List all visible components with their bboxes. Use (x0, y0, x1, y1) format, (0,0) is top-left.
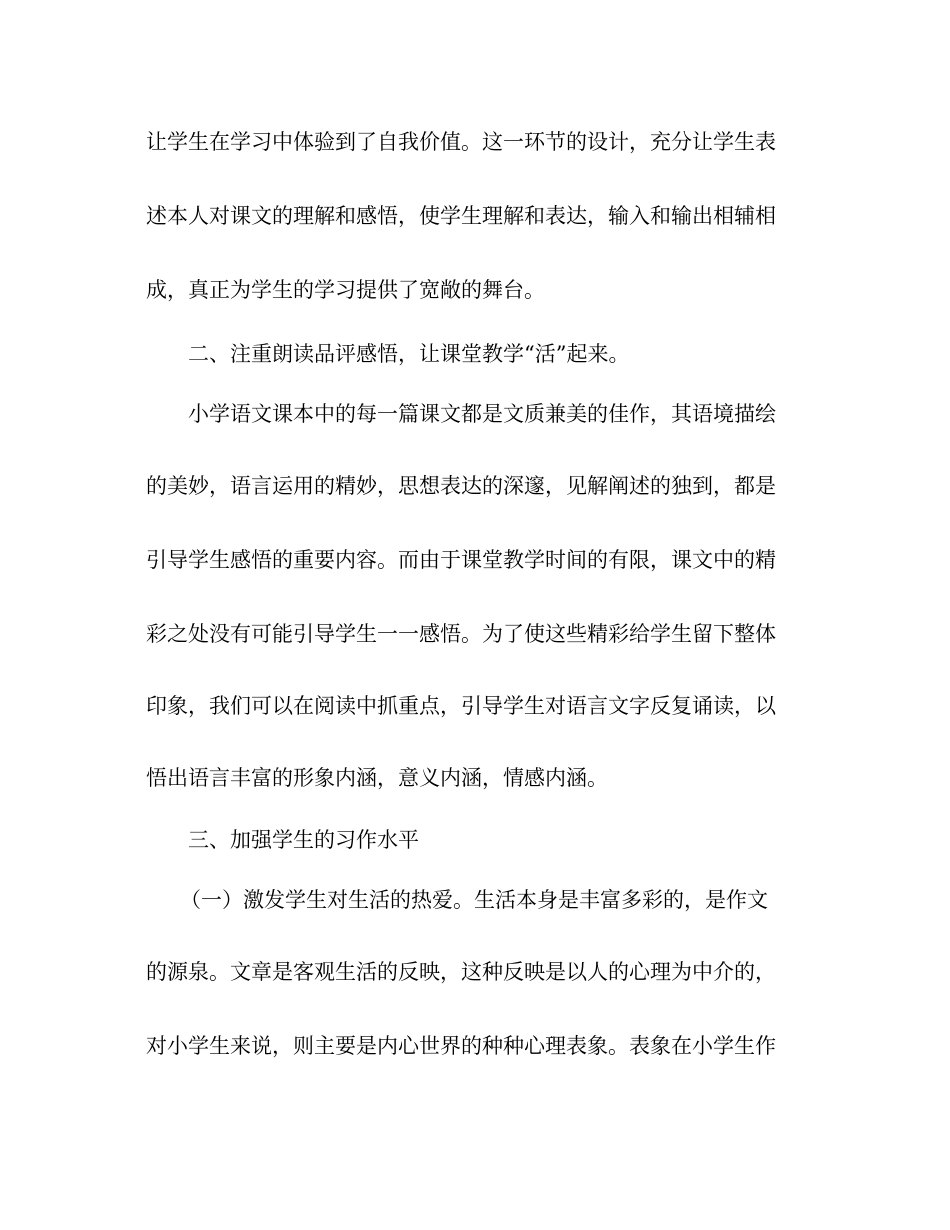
section-heading: 三、加强学生的习作水平 (188, 828, 419, 852)
body-text-line: 让学生在学习中体验到了自我价值。这一环节的设计，充分让学生表 (146, 130, 776, 154)
body-text-line: 印象，我们可以在阅读中抓重点，引导学生对语言文字反复诵读，以 (146, 694, 776, 718)
body-text-line: 的美妙，语言运用的精妙，思想表达的深邃，见解阐述的独到，都是 (146, 474, 776, 498)
body-text-line: 的源泉。文章是客观生活的反映，这种反映是以人的心理为中介的， (146, 960, 776, 984)
body-text-line: 对小学生来说，则主要是内心世界的种种心理表象。表象在小学生作 (146, 1034, 776, 1058)
body-text-line: 成，真正为学生的学习提供了宽敞的舞台。 (146, 278, 545, 302)
body-text-line: 述本人对课文的理解和感悟，使学生理解和表达，输入和输出相辅相 (146, 204, 776, 228)
body-text-line: 悟出语言丰富的形象内涵，意义内涵，情感内涵。 (146, 766, 608, 790)
body-text-line: 引导学生感悟的重要内容。而由于课堂教学时间的有限，课文中的精 (146, 548, 776, 572)
section-heading: 二、注重朗读品评感悟，让课堂教学“活”起来。 (188, 342, 630, 366)
subsection-text-line: （一）激发学生对生活的热爱。生活本身是丰富多彩的，是作文 (180, 888, 768, 912)
body-text-line: 彩之处没有可能引导学生一一感悟。为了使这些精彩给学生留下整体 (146, 622, 776, 646)
body-text-line: 小学语文课本中的每一篇课文都是文质兼美的佳作，其语境描绘 (188, 402, 776, 426)
